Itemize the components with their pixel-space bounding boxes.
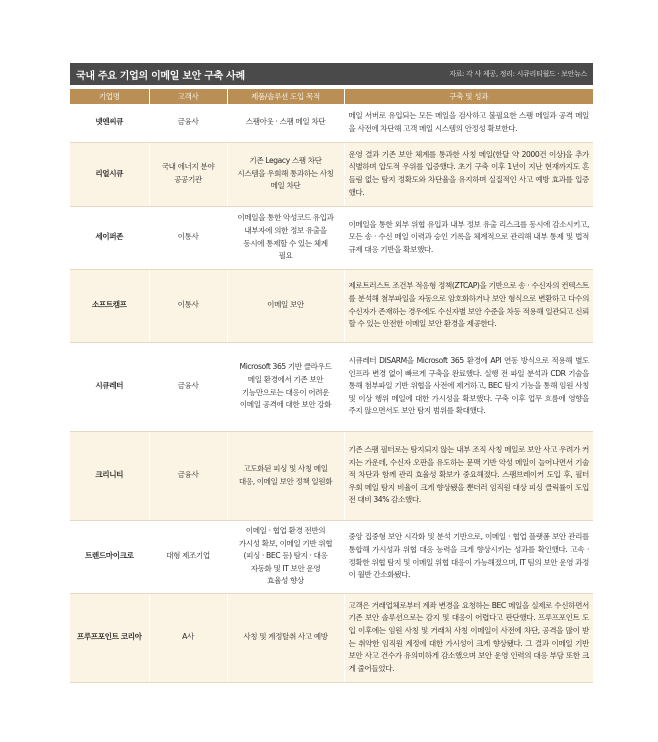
table-row xyxy=(70,431,593,520)
table-row xyxy=(70,269,593,342)
table-row xyxy=(70,342,593,431)
result-cell: 중앙 집중형 보안 시각화 및 분석 기반으로, 이메일 · 협업 플랫폼 보안 관리를 통합해 가시성과 위협 대응 능력을 크게 향상시키는 성과를 확인했다. 고속 · 정확한 위협 탐지 및 이메일 위협 대응이 가능해졌으며, IT 팀의 보안 운영 과정이 월반 간소화됐다. xyxy=(344,520,593,593)
company-cell: 시큐레터 xyxy=(70,342,149,431)
client-cell: 이통사 xyxy=(149,206,227,269)
product-cell: 사칭 및 계정탈취 사고 예방 xyxy=(227,593,344,682)
column-header-client: 고객사 xyxy=(149,89,227,104)
client-cell: A사 xyxy=(149,593,227,682)
product-cell: 이메일 · 협업 환경 전반의 가시성 확보, 이메일 기반 위협 (피싱 · BEC 등) 탐지 · 대응 자동화 및 IT 보안 운영 효율성 향상 xyxy=(227,520,344,593)
result-cell: 이메일을 통한 외부 위협 유입과 내부 정보 유출 리스크를 동시에 감소시키고, 모든 송 · 수신 메일 이력과 승인 기록을 체계적으로 관리해 내부 통제 및 법적 규제 대응 기반을 확보했다. xyxy=(344,206,593,269)
company-cell: 세이퍼존 xyxy=(70,206,149,269)
company-cell: 리얼시큐 xyxy=(70,142,149,206)
result-cell: 운영 결과 기존 보안 체계를 통과한 사칭 메일(한달 약 2000건 이상)을 추가 식별하며 압도적 우위를 입증했다. 초기 구축 이후 1년이 지난 현재까지도 흔들림 없는 탐지 정확도와 차단율을 유지하며 실질적인 사고 예방 효과를 입증했다. xyxy=(344,142,593,206)
table-header-row xyxy=(70,89,593,104)
title-bar xyxy=(70,63,593,85)
company-cell: 넷엔씨큐 xyxy=(70,104,149,142)
source-note: 자료: 각 사 제공, 정리: 시큐리티월드 · 보안뉴스 xyxy=(449,70,587,78)
result-cell: 기존 스팸 필터로는 탐지되지 않는 내부 조직 사칭 메일로 보안 사고 우려가 커지는 가운데, 수신자 오판을 유도하는 문맥 기반 악성 메일이 늘어나면서 기술적 차단과 함께 관리 효율성 확보가 중요해졌다. 스팸브레이커 도입 후, 필터 우회 메일 탐지 비율이 크게 향상됐을 뿐더러 임직원 대상 피싱 클릭률이 도입 전 대비 34% 감소했다. xyxy=(344,431,593,520)
product-cell: 이메일을 통한 악성코드 유입과 내부자에 의한 정보 유출을 동시에 통제할 수 있는 체계 필요 xyxy=(227,206,344,269)
company-cell: 소프트캠프 xyxy=(70,269,149,342)
company-cell: 프루프포인트 코리아 xyxy=(70,593,149,682)
table-row xyxy=(70,104,593,142)
result-cell: 시큐레터 DISARM을 Microsoft 365 환경에 API 연동 방식으로 적용해 별도 인프라 변경 없이 빠르게 구축을 완료했다. 실행 전 파일 분석과 CDR 기술을 통해 첨부파일 기반 위협을 사전에 제거하고, BEC 탐지 기능을 통해 임원 사칭 및 이상 행위 메일에 대한 가시성을 확보했다. 구축 이후 업무 흐름에 영향을 주지 않으면서도 보안 탐지 범위를 확대했다. xyxy=(344,342,593,431)
company-cell: 트렌드마이크로 xyxy=(70,520,149,593)
column-header-company: 기업명 xyxy=(70,89,149,104)
product-cell: 이메일 보안 xyxy=(227,269,344,342)
table-row xyxy=(70,593,593,682)
cases-table xyxy=(70,89,593,683)
client-cell: 금융사 xyxy=(149,342,227,431)
column-header-result: 구축 및 성과 xyxy=(344,89,593,104)
product-cell: 스팸아웃 · 스팸 메일 차단 xyxy=(227,104,344,142)
table-row xyxy=(70,142,593,206)
client-cell: 금융사 xyxy=(149,431,227,520)
company-cell: 크리니티 xyxy=(70,431,149,520)
result-cell: 메일 서버로 유입되는 모든 메일을 검사하고 불필요한 스팸 메일과 공격 메일을 사전에 차단해 고객 메일 시스템의 안정성 확보한다. xyxy=(344,104,593,142)
result-cell: 고객은 거래업체로부터 계좌 변경을 요청하는 BEC 메일을 실제로 수신하면서 기존 보안 솔루션으로는 감지 및 대응이 어렵다고 판단했다. 프루프포인트 도입 이후에는 임원 사칭 및 거래처 사칭 이메일이 사전에 차단, 공격을 많이 받는 취약한 임직원 계정에 대한 가시성이 크게 향상됐다. 그 결과 이메일 기반 보안 사고 건수가 유의미하게 감소했으며 보안 운영 인력의 대응 부담 또한 크게 줄어들었다. xyxy=(344,593,593,682)
table-row xyxy=(70,520,593,593)
client-cell: 이통사 xyxy=(149,269,227,342)
product-cell: 기존 Legacy 스팸 차단 시스템을 우회해 통과하는 사칭 메일 차단 xyxy=(227,142,344,206)
column-header-product: 제품/솔루션 도입 목적 xyxy=(227,89,344,104)
client-cell: 대형 제조기업 xyxy=(149,520,227,593)
table-row xyxy=(70,206,593,269)
product-cell: Microsoft 365 기반 클라우드 메일 환경에서 기존 보안 기능만으로는 대응이 어려운 이메일 공격에 대한 보안 강화 xyxy=(227,342,344,431)
result-cell: 제로트러스트 조건부 적응형 정책(ZTCAP)을 기반으로 송 · 수신자의 컨텍스트를 분석해 첨부파일을 자동으로 암호화하거나 보안 형식으로 변환하고 다수의 수신자가 존재하는 경우에도 수신자별 보안 수준을 차등 적용해 일관되고 신뢰할 수 있는 안전한 이메일 보안 환경을 제공한다. xyxy=(344,269,593,342)
client-cell: 금융사 xyxy=(149,104,227,142)
client-cell: 국내 에너지 분야 공공기관 xyxy=(149,142,227,206)
product-cell: 고도화된 피싱 및 사칭 메일 대응, 이메일 보안 정책 일원화 xyxy=(227,431,344,520)
table-title: 국내 주요 기업의 이메일 보안 구축 사례 xyxy=(76,71,245,82)
